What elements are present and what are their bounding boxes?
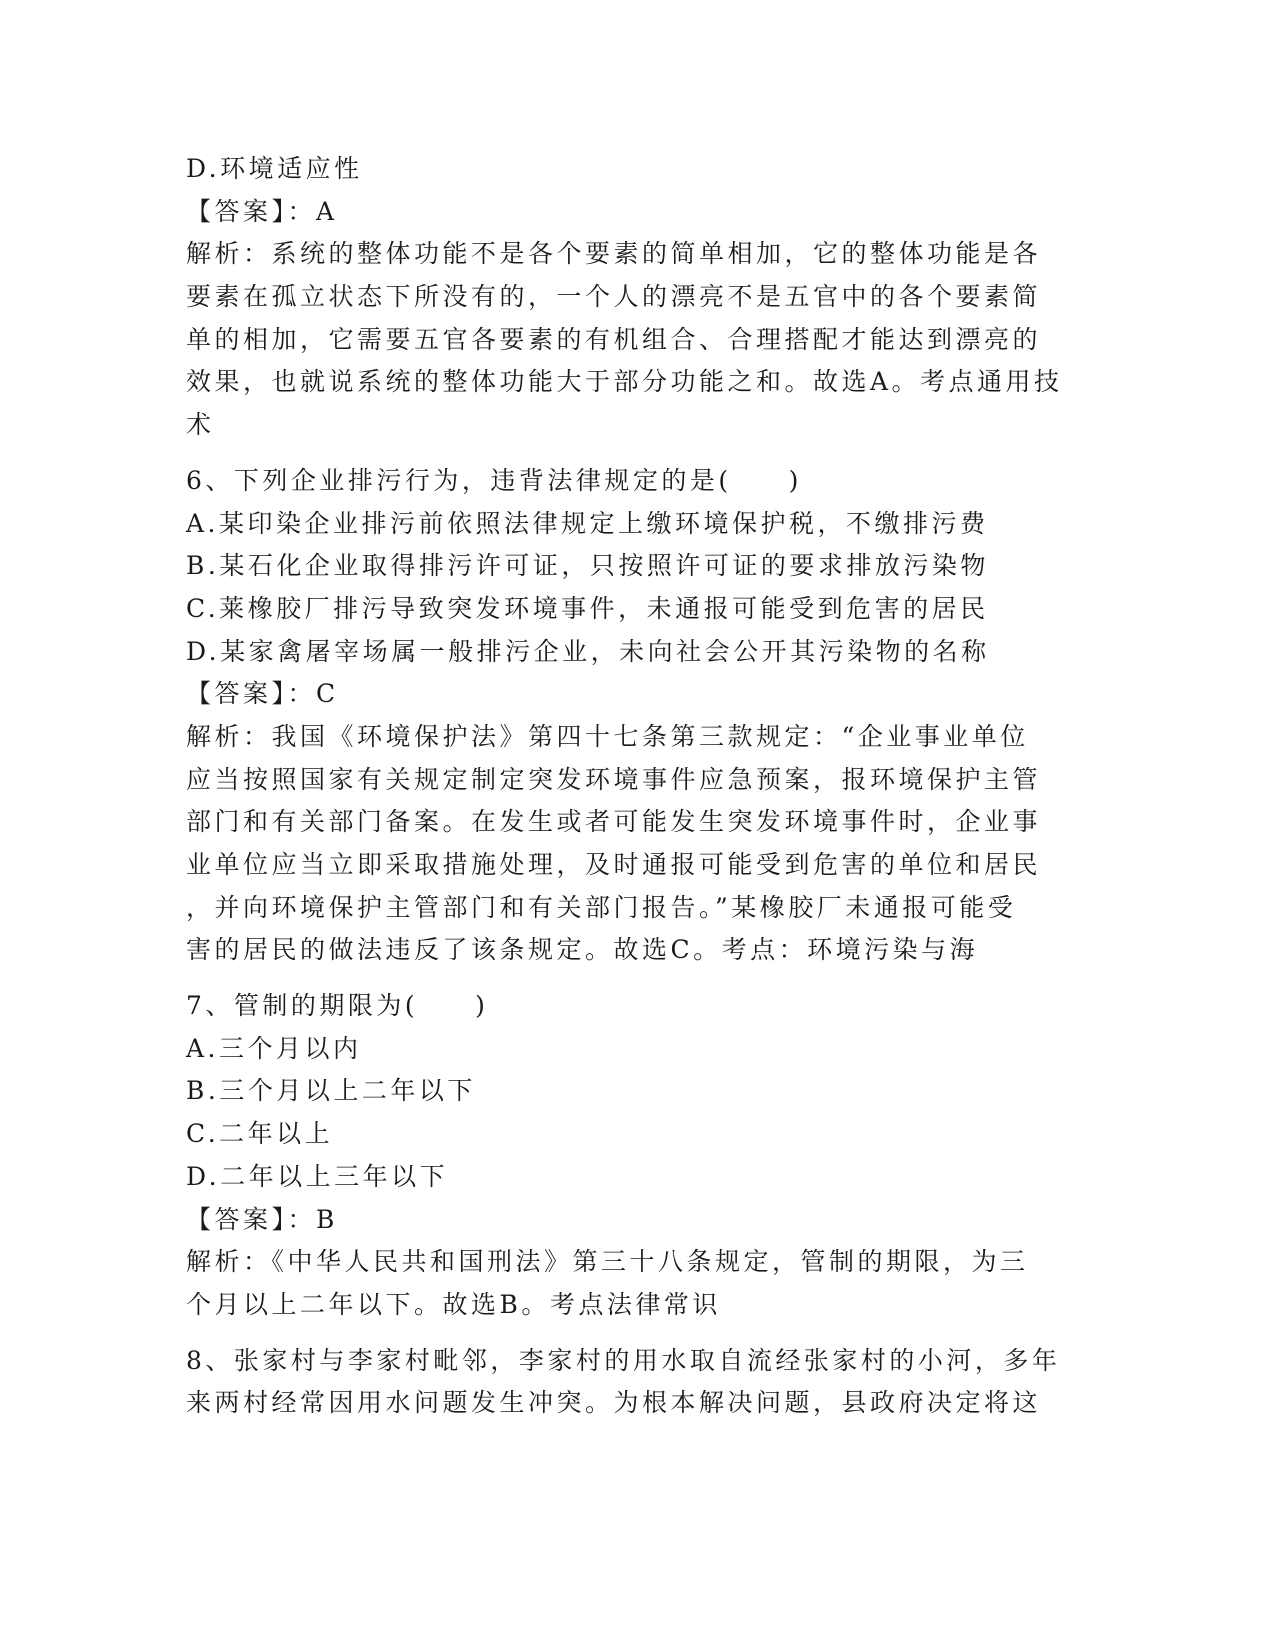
q5-answer: 【答案】：A	[186, 196, 338, 226]
q6-option-b: B.某石化企业取得排污许可证，只按照许可证的要求排放污染物	[186, 551, 989, 581]
section-gap	[186, 447, 1066, 460]
q6-explanation-line: ，并向环境保护主管部门和有关部门报告。”某橡胶厂未通报可能受	[186, 892, 1017, 922]
section-gap	[186, 1327, 1066, 1340]
q6-explanation-line: 应当按照国家有关规定制定突发环境事件应急预案，报环境保护主管	[186, 764, 1042, 794]
q5-explanation-line: 效果，也就说系统的整体功能大于部分功能之和。故选A。考点通用技	[186, 367, 1063, 397]
q7-answer: 【答案】：B	[186, 1204, 338, 1234]
q7-question: 7、管制的期限为( )	[186, 991, 489, 1021]
q7-explanation-line: 个月以上二年以下。故选B。考点法律常识	[186, 1289, 721, 1319]
q7-explanation-line: 解析：《中华人民共和国刑法》第三十八条规定，管制的期限，为三	[186, 1247, 1029, 1277]
q6-question: 6、下列企业排污行为，违背法律规定的是( )	[186, 465, 802, 495]
document-page	[186, 148, 1066, 1425]
q6-option-c: C.莱橡胶厂排污导致突发环境事件，未通报可能受到危害的居民	[186, 593, 989, 623]
q6-option-d: D.某家禽屠宰场属一般排污企业，未向社会公开其污染物的名称	[186, 636, 990, 666]
q7-option-c: C.二年以上	[186, 1119, 334, 1149]
q7-option-b: B.三个月以上二年以下	[186, 1076, 476, 1106]
q5-explanation-line: 解析：系统的整体功能不是各个要素的简单相加，它的整体功能是各	[186, 239, 1042, 269]
q5-explanation-line: 术	[186, 410, 215, 440]
q5-explanation-line: 要素在孤立状态下所没有的，一个人的漂亮不是五官中的各个要素简	[186, 282, 1042, 312]
q5-explanation-line: 单的相加，它需要五官各要素的有机组合、合理搭配才能达到漂亮的	[186, 324, 1042, 354]
q8-question-line: 8、张家村与李家村毗邻，李家村的用水取自流经张家村的小河，多年	[186, 1345, 1061, 1375]
q7-option-a: A.三个月以内	[186, 1033, 362, 1063]
q6-explanation-line: 业单位应当立即采取措施处理，及时通报可能受到危害的单位和居民	[186, 850, 1042, 879]
section-gap	[186, 972, 1066, 985]
q7-option-d: D.二年以上三年以下	[186, 1161, 449, 1191]
q6-explanation-line: 部门和有关部门备案。在发生或者可能发生突发环境事件时，企业事	[186, 807, 1042, 837]
q6-option-a: A.某印染企业排污前依照法律规定上缴环境保护税，不缴排污费	[186, 508, 989, 538]
q6-explanation-line: 解析：我国《环境保护法》第四十七条第三款规定：“企业事业单位	[186, 721, 1029, 751]
q5-option-d: D.环境适应性	[186, 154, 363, 183]
q6-explanation-line: 害的居民的做法违反了该条规定。故选C。考点：环境污染与海	[186, 935, 979, 965]
q6-answer: 【答案】：C	[186, 679, 339, 709]
q8-question-line: 来两村经常因用水问题发生冲突。为根本解决问题，县政府决定将这	[186, 1388, 1042, 1418]
